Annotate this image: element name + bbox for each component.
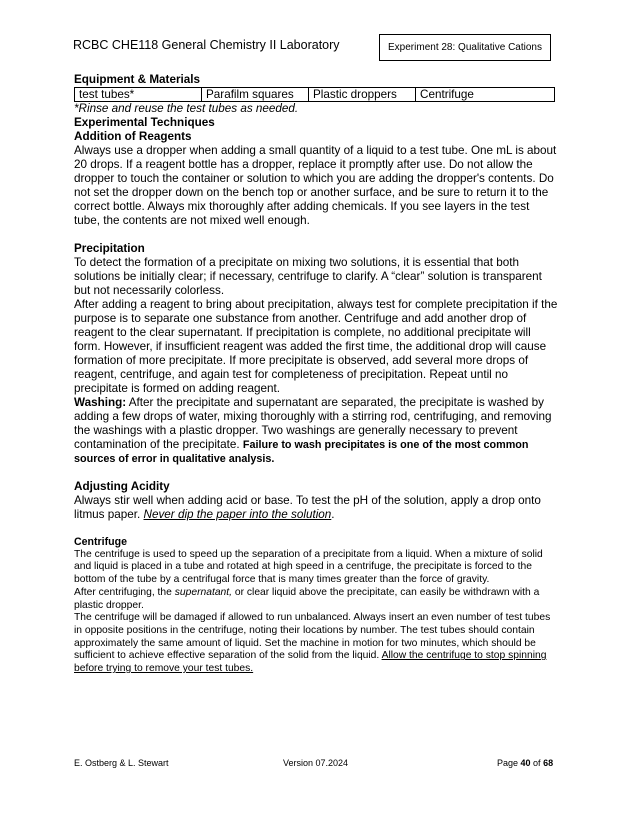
experiment-title: Experiment 28: Qualitative Cations: [388, 42, 542, 53]
centrifuge-p2-start: After centrifuging, the: [74, 586, 175, 598]
centrifuge-p2-end: or clear liquid above the precipitate, can easily be withdrawn with a plastic dropper.: [74, 586, 540, 611]
centrifuge-paragraph-1: The centrifuge is used to speed up the separation of a precipitate from a liquid. When a mixture of solid and liquid is placed in a tube and rotated at high speed in a centrifuge, the precipitate is forced to the bottom of the tube by a centrifugal force that is many times greater than the force of gravity.: [74, 548, 543, 586]
precipitation-paragraph-2: After adding a reagent to bring about precipitation, always test for complete precipitation if the purpose is to separate one substance from another. Centrifuge and add another drop of reagent to the clear supernatant. If precipitation is complete, no additional precipitate will form. However, if insufficient reagent was added the first time, the additional drop will cause formation of more precipitate. If more precipitate is observed, add several more drops of reagent, centrifuge, and again test for completeness of precipitation. Repeat until no precipitate is formed on adding reagent.: [74, 298, 558, 395]
reagents-paragraph: Always use a dropper when adding a small quantity of a liquid to a test tube. One mL is about 20 drops. If a reagent bottle has a dropper, replace it promptly after use. Do not allow the dropper to touch the container or solution to which you are adding the dropper's contents. Do not set the dropper down on the bench top or another surface, and be sure to return it to the correct bottle. Always mix thoroughly after adding chemicals. If you see layers in the test tube, the contents are not mixed well enough.: [74, 144, 557, 227]
equipment-cell: test tubes*: [75, 88, 202, 102]
centrifuge-warning: Allow the centrifuge to stop spinning before trying to remove your test tubes.: [74, 650, 547, 675]
equipment-cell: Parafilm squares: [202, 88, 309, 102]
page-prefix: Page: [497, 758, 521, 768]
experiment-box: [379, 34, 551, 61]
washing-paragraph: [74, 396, 558, 466]
page-number: 40: [520, 758, 531, 768]
washing-warning: Failure to wash precipitates is one of the most common sources of error in qualitative analysis.: [74, 439, 529, 465]
techniques-heading: Experimental Techniques: [74, 116, 215, 129]
precipitation-paragraph-1: To detect the formation of a precipitate on mixing two solutions, it is essential that both solutions be initially clear; if necessary, centrifuge to clarify. A “clear” solution is transparent but not necessarily colorless.: [74, 256, 542, 297]
page-total: 68: [543, 758, 554, 768]
precipitation-heading: Precipitation: [74, 242, 145, 255]
acidity-paragraph: [74, 494, 558, 522]
equipment-cell: Centrifuge: [416, 88, 555, 102]
equipment-heading: Equipment & Materials: [74, 73, 200, 86]
centrifuge-paragraph-2: [74, 587, 558, 612]
footer-version: Version 07.2024: [283, 758, 349, 768]
centrifuge-heading: Centrifuge: [74, 536, 127, 548]
reagents-heading: Addition of Reagents: [74, 130, 192, 143]
centrifuge-paragraph-3: [74, 612, 558, 676]
washing-text: After the precipitate and supernatant are separated, the precipitate is washed by adding a few drops of water, mixing thoroughly with a stirring rod, centrifuging, and removing the washings with a plastic dropper. Two washings are generally necessary to prevent contamination of the precipitate.: [74, 396, 552, 451]
equipment-note: *Rinse and reuse the test tubes as needed.: [74, 102, 299, 115]
footer-authors: E. Ostberg & L. Stewart: [74, 758, 169, 768]
course-title: RCBC CHE118 General Chemistry II Laboratory: [73, 38, 340, 52]
page-of: of: [530, 758, 544, 768]
acidity-text: Always stir well when adding acid or base. To test the pH of the solution, apply a drop onto litmus paper.: [74, 494, 541, 521]
footer-page: [497, 758, 553, 768]
supernatant-term: supernatant,: [174, 586, 232, 598]
acidity-heading: Adjusting Acidity: [74, 480, 170, 493]
equipment-table: [74, 87, 555, 102]
table-row: [75, 88, 555, 102]
acidity-warning: Never dip the paper into the solution: [143, 508, 332, 521]
centrifuge-p3-text: The centrifuge will be damaged if allowed to run unbalanced. Always insert an even number of test tubes in opposite positions in the centrifuge, noting their locations by number. The test tubes should contain approximately the same amount of liquid. Set the machine in motion for two minutes, which should be sufficient to achieve effective separation of the solid from the liquid.: [74, 612, 551, 662]
acidity-end: .: [331, 508, 335, 521]
centrifuge-section: [74, 536, 558, 676]
washing-label: Washing:: [74, 396, 127, 409]
equipment-cell: Plastic droppers: [309, 88, 416, 102]
page-content: [74, 73, 558, 676]
